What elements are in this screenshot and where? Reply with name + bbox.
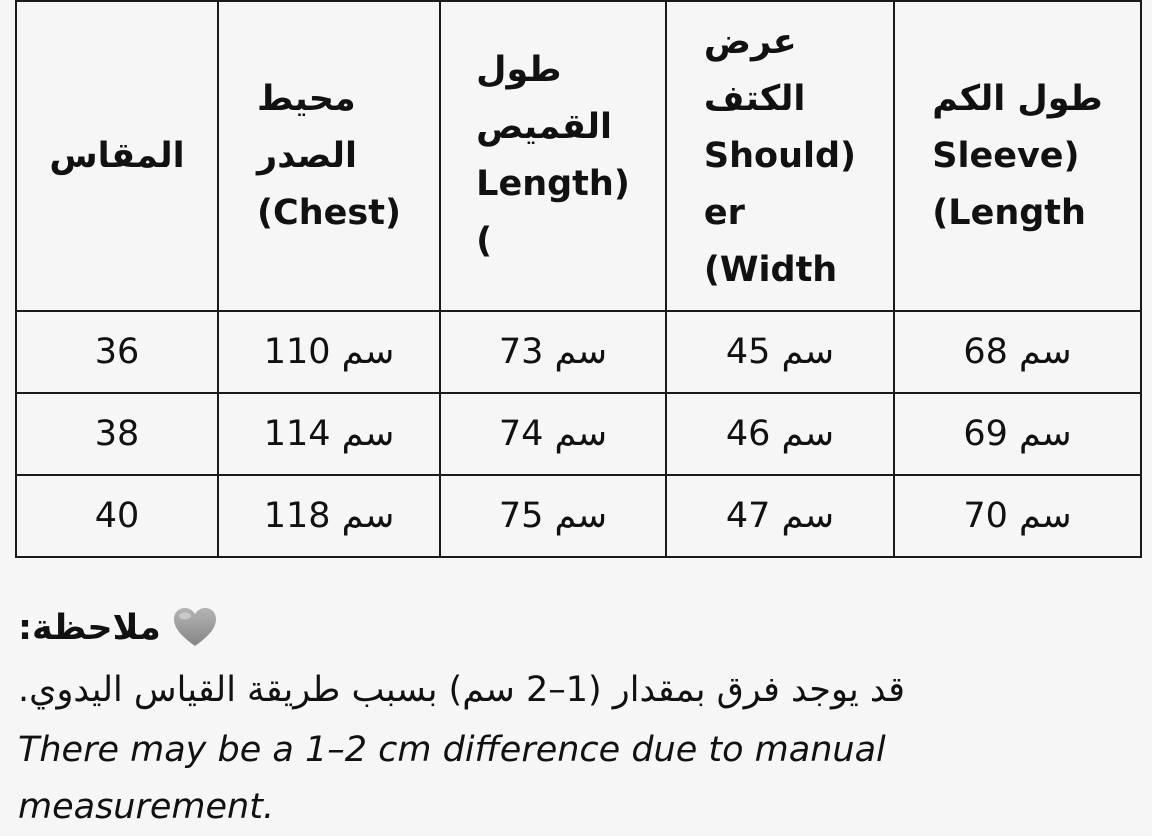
- cell-sleeve: 70 سم: [894, 475, 1141, 557]
- cell-length: 73 سم: [440, 311, 666, 393]
- cell-shoulder: 47 سم: [666, 475, 894, 557]
- cell-size: 40: [16, 475, 218, 557]
- header-chest-label: محيط الصدر (Chest): [257, 78, 401, 233]
- note-arabic-text: قد يوجد فرق بمقدار (1–2 سم) بسبب طريقة القياس اليدوي.: [18, 670, 905, 710]
- header-sleeve-label: طول الكم Sleeve) (Length: [932, 78, 1103, 233]
- cell-chest: 110 سم: [218, 311, 440, 393]
- size-chart-table: [15, 0, 1142, 558]
- header-size-label: المقاس: [49, 135, 185, 176]
- header-shoulder-label: عرض الكتف Should) er (Width: [703, 21, 857, 290]
- cell-length: 74 سم: [440, 393, 666, 475]
- cell-size: 36: [16, 311, 218, 393]
- header-length-label: طول القميص Length) (: [476, 50, 630, 261]
- cell-shoulder: 46 سم: [666, 393, 894, 475]
- note-label: ملاحظة: [32, 608, 161, 648]
- table-row: [16, 393, 1141, 475]
- cell-chest: 118 سم: [218, 475, 440, 557]
- note-english-text: There may be a 1–2 cm difference due to manual measurement.: [18, 730, 886, 827]
- header-sleeve: [894, 1, 1141, 311]
- cell-sleeve: 69 سم: [894, 393, 1141, 475]
- note-colon: :: [18, 608, 32, 648]
- table-header-row: [16, 1, 1141, 311]
- cell-shoulder: 45 سم: [666, 311, 894, 393]
- cell-sleeve: 68 سم: [894, 311, 1141, 393]
- note-heading: [18, 604, 219, 652]
- table-row: [16, 311, 1141, 393]
- header-size: [16, 1, 218, 311]
- cell-length: 75 سم: [440, 475, 666, 557]
- cell-size: 38: [16, 393, 218, 475]
- cell-chest: 114 سم: [218, 393, 440, 475]
- grey-heart-icon: [171, 604, 219, 652]
- header-length: [440, 1, 666, 311]
- header-chest: [218, 1, 440, 311]
- table-row: [16, 475, 1141, 557]
- header-shoulder: [666, 1, 894, 311]
